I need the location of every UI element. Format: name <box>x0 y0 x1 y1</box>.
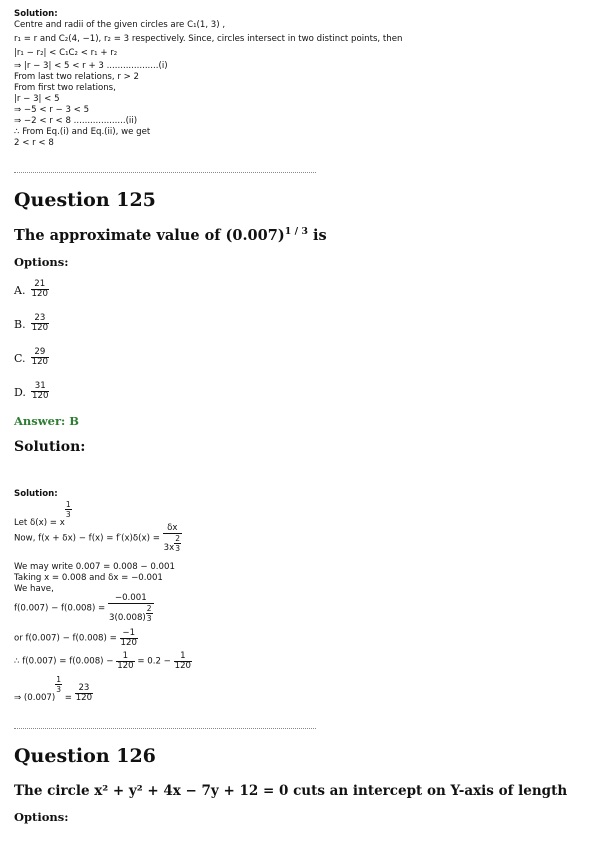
prev-solution-line: From first two relations, <box>14 83 116 93</box>
solution-line: We may write 0.007 = 0.008 − 0.001 <box>14 562 175 572</box>
question-stem-tail: is <box>308 226 327 244</box>
prev-solution-line: From last two relations, r > 2 <box>14 72 139 82</box>
option-letter: A. <box>14 284 26 297</box>
solution-line-final: ⇒ (0.007) $\frac{1}{3}$ = $\frac{23}{120}$ <box>14 675 93 703</box>
section-divider <box>14 172 316 173</box>
solution-line-diff: f(0.007) − f(0.008) = −0.001 3(0.008) $\frac{2}{3}$ <box>14 593 152 623</box>
solution-line-therefore: ∴ f(0.007) = f(0.008) − $\frac{1}{120}$ = 0.2 − $\frac{1}{120}$ <box>14 651 192 671</box>
prev-solution-heading: Solution: <box>14 9 58 19</box>
question-stem <box>14 226 327 244</box>
prev-solution-line: ⇒ −2 < r < 8 ...................(ii) <box>14 116 138 126</box>
prev-solution-line: ∴ From Eq.(i) and Eq.(ii), we get <box>14 127 151 137</box>
solution-line-let: Let δ(x) = x $\frac{1}{3}$ <box>14 500 71 528</box>
prev-solution-line: r₁ = r and C₂(4, −1), r₂ = 3 respectively. Since, circles intersect in two distinct points, then <box>14 34 403 44</box>
solution-line: Taking x = 0.008 and δx = −0.001 <box>14 573 163 583</box>
option-value: $\frac{23}{120}$ <box>31 313 49 333</box>
section-divider <box>14 728 316 729</box>
solution-line-or: or f(0.007) − f(0.008) = $\frac{-1}{120}$ <box>14 628 137 648</box>
solution-line: We have, <box>14 584 54 594</box>
question-title: Question 125 <box>14 189 156 211</box>
option-d[interactable] <box>14 381 49 401</box>
solution-label: Solution: <box>14 439 86 455</box>
question-stem: The circle x² + y² + 4x − 7y + 12 = 0 cuts an intercept on Y-axis of length <box>14 783 568 799</box>
option-value: $\frac{29}{120}$ <box>31 347 49 367</box>
option-letter: C. <box>14 352 26 365</box>
option-letter: D. <box>14 386 26 399</box>
solution-line-now: Now, f(x + δx) − f(x) = f′(x)δ(x) = δx 3x $\frac{2}{3}$ <box>14 523 180 553</box>
prev-solution-line: |r₁ − r₂| < C₁C₂ < r₁ + r₂ <box>14 48 118 58</box>
question-title: Question 126 <box>14 745 156 767</box>
prev-solution-line: |r − 3| < 5 <box>14 94 60 104</box>
prev-solution-line: ⇒ |r − 3| < 5 < r + 3 ...................(i) <box>14 61 168 71</box>
option-c[interactable] <box>14 347 49 367</box>
option-a[interactable] <box>14 279 49 299</box>
solution-heading: Solution: <box>14 489 58 499</box>
option-b[interactable] <box>14 313 49 333</box>
prev-solution-line: Centre and radii of the given circles are C₁(1, 3) , <box>14 20 226 30</box>
question-stem-exponent: 1 / 3 <box>284 226 308 237</box>
option-value: $\frac{31}{120}$ <box>32 381 49 401</box>
answer-label: Answer: B <box>14 414 80 428</box>
prev-solution-line: 2 < r < 8 <box>14 138 54 148</box>
prev-solution-line: ⇒ −5 < r − 3 < 5 <box>14 105 90 115</box>
option-letter: B. <box>14 318 26 331</box>
option-value: $\frac{21}{120}$ <box>31 279 48 299</box>
options-label: Options: <box>14 255 69 269</box>
question-stem-text: The approximate value of (0.007) <box>14 226 285 244</box>
options-label: Options: <box>14 810 69 824</box>
